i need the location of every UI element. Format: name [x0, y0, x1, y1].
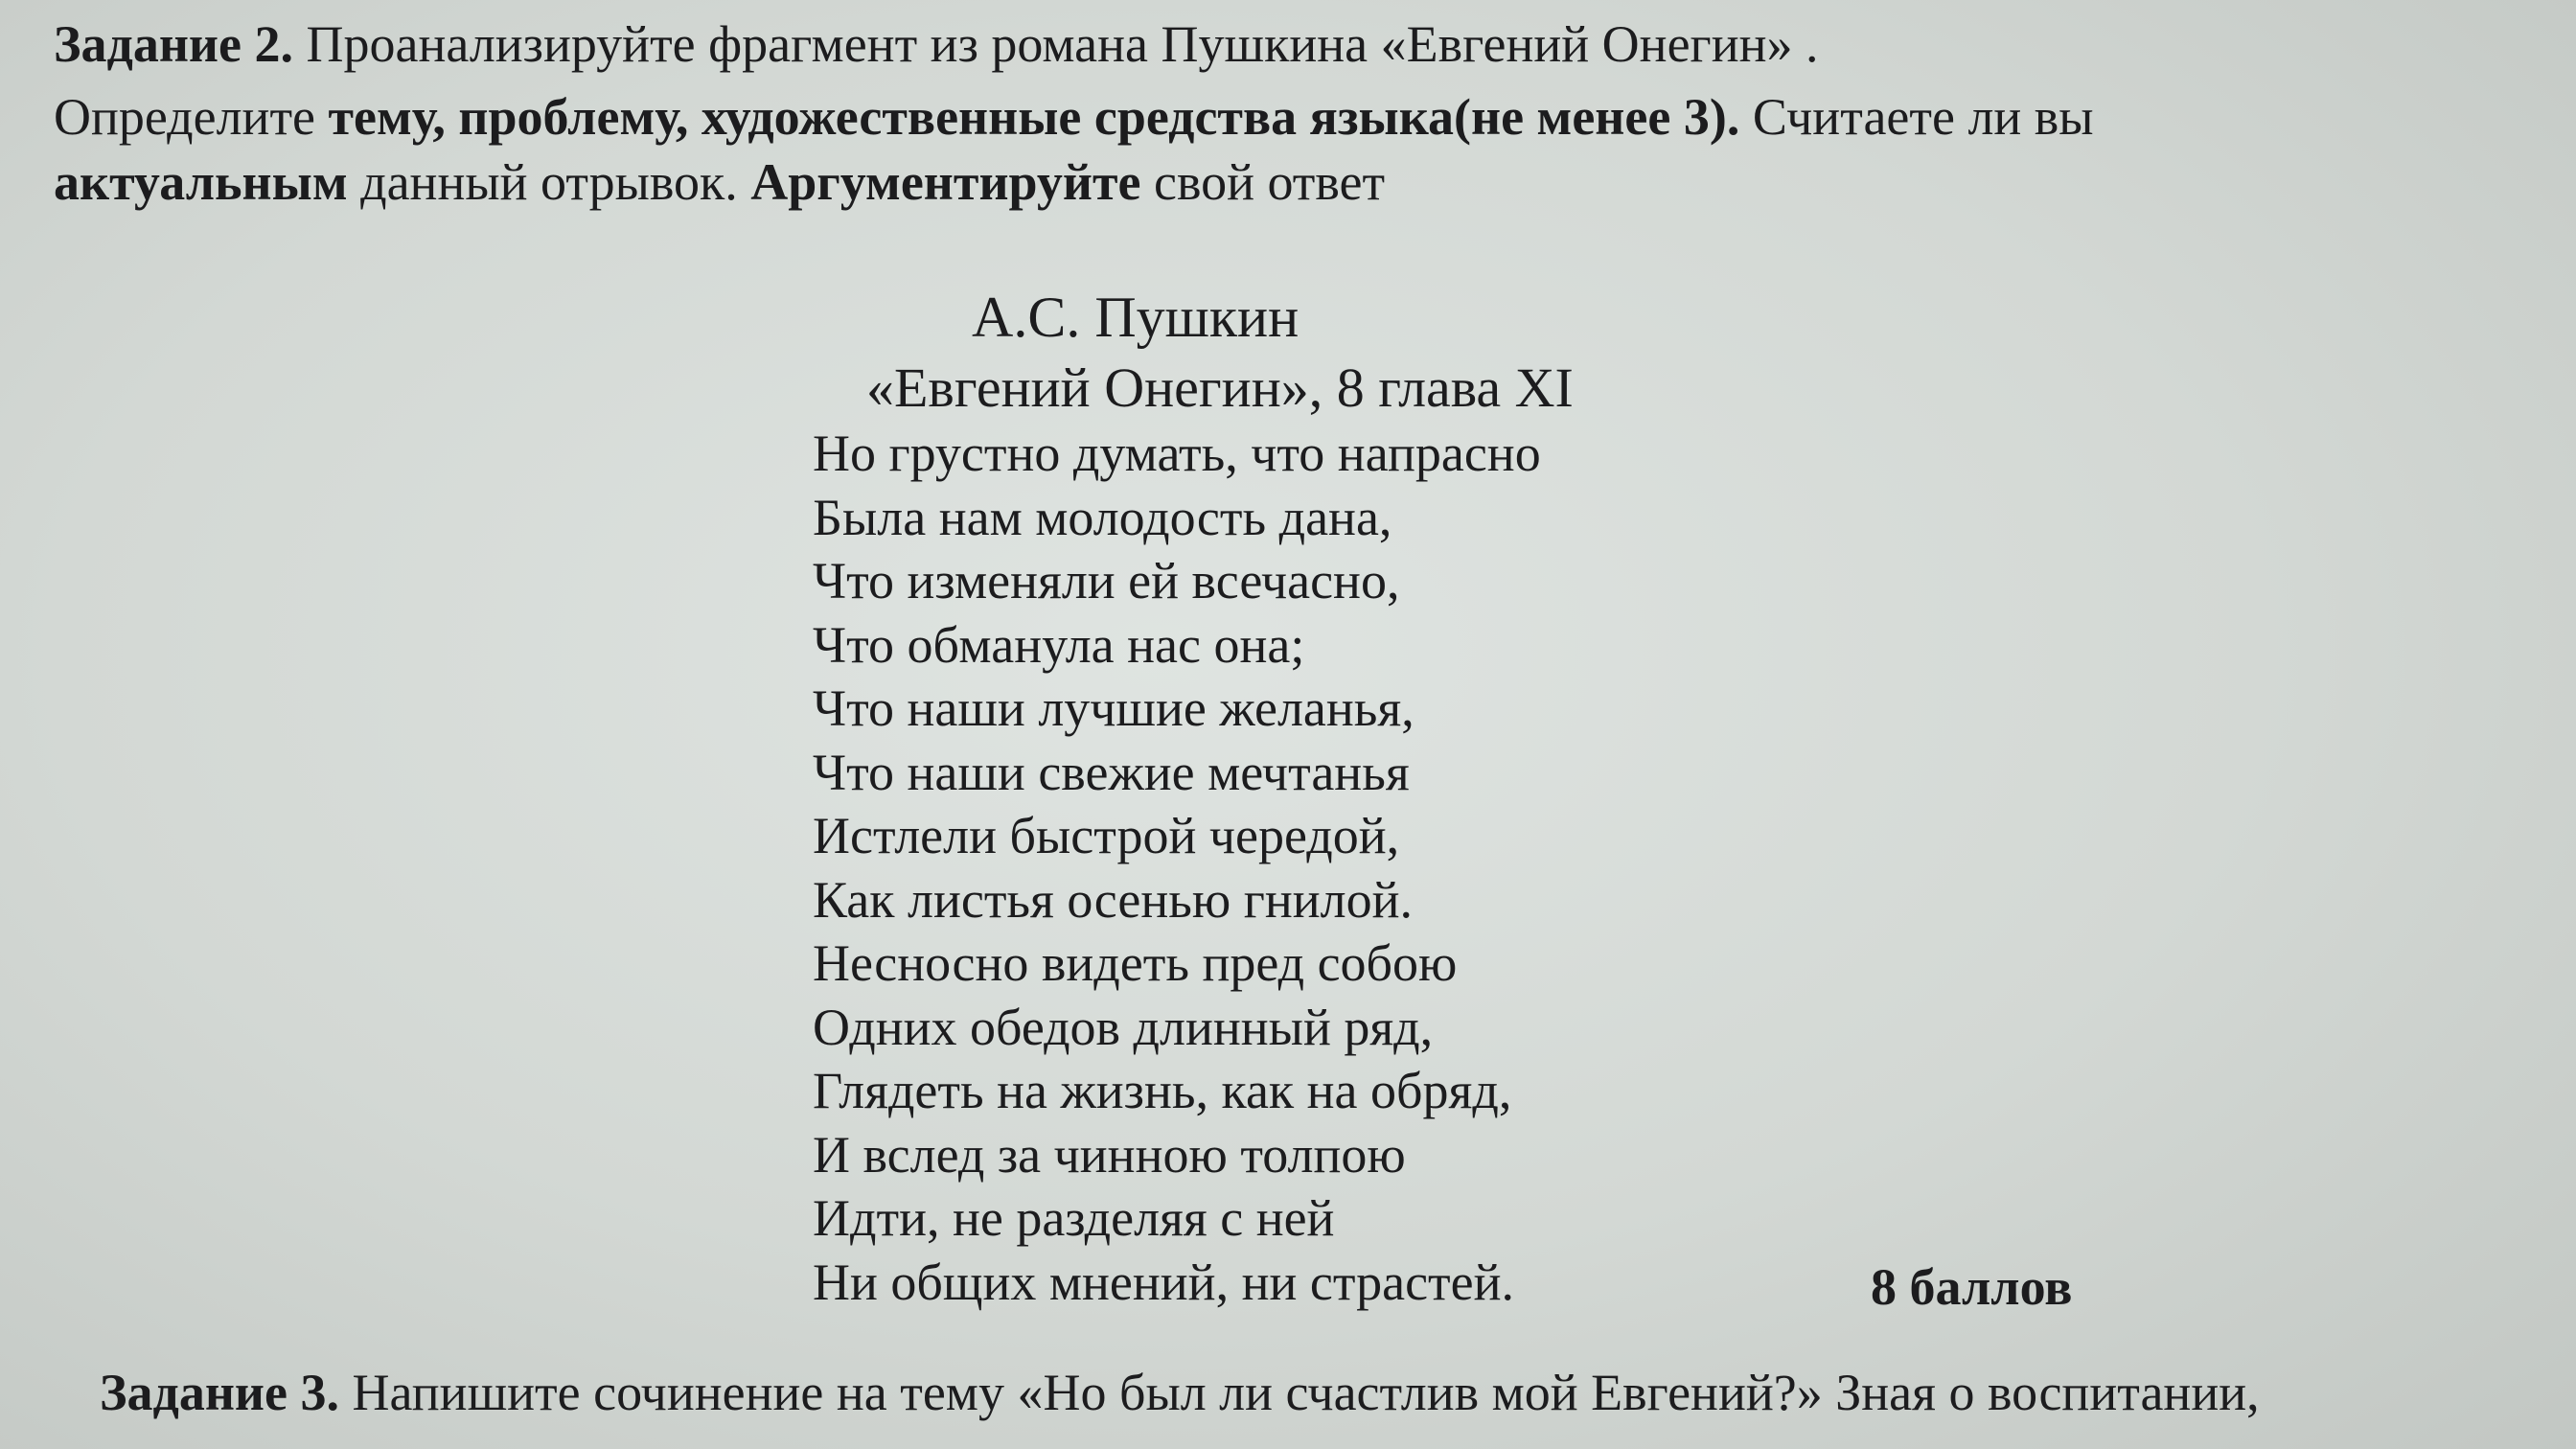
- poem-line: Глядеть на жизнь, как на обряд,: [813, 1062, 1512, 1119]
- poem-line: Несносно видеть пред собою: [813, 934, 1458, 992]
- poem-line: Одних обедов длинный ряд,: [813, 998, 1434, 1056]
- poem-line: Что наши свежие мечтанья: [813, 743, 1410, 801]
- poem-line: Что наши лучшие желанья,: [813, 679, 1414, 737]
- task3-instruction: Напишите сочинение на тему «Но был ли счастлив мой Евгений?» Зная о воспитании,: [339, 1364, 2260, 1421]
- poem-source: «Евгений Онегин», 8 глава XI: [866, 356, 1574, 419]
- poem-line: Как листья осенью гнилой.: [813, 870, 1413, 929]
- task2-heading: [54, 13, 1819, 75]
- task2-q-text1: данный отрывок.: [347, 153, 751, 211]
- task2-question: [54, 151, 1385, 213]
- poem-author: А.С. Пушкин: [972, 286, 1300, 349]
- poem-line: Что изменяли ей всечасно,: [813, 552, 1400, 610]
- poem-stanza: [813, 422, 1541, 1314]
- poem-line: И вслед за чинною толпою: [813, 1125, 1406, 1184]
- poem-line: Ни общих мнений, ни страстей.: [813, 1253, 1515, 1311]
- task2-q-text2: свой ответ: [1140, 153, 1386, 211]
- task2-label: Задание 2.: [54, 15, 294, 73]
- poem-line: Что обманула нас она;: [813, 615, 1305, 674]
- task3-heading: [100, 1361, 2260, 1424]
- task2-req-text2: Считаете ли вы: [1739, 88, 2094, 146]
- poem-line: Но грустно думать, что напрасно: [813, 425, 1541, 482]
- task2-req-bold: тему, проблему, художественные средства языка(не менее 3).: [328, 88, 1740, 146]
- task2-q-bold2: Аргументируйте: [750, 153, 1141, 211]
- poem-line: Идти, не разделяя с ней: [813, 1189, 1335, 1247]
- poem-line: Истлели быстрой чередой,: [813, 807, 1400, 864]
- task2-instruction: Проанализируйте фрагмент из романа Пушкина «Евгений Онегин» .: [293, 15, 1819, 73]
- task2-req-text1: Определите: [54, 88, 329, 146]
- task2-q-bold1: актуальным: [54, 153, 348, 211]
- score-label: 8 баллов: [1871, 1258, 2073, 1316]
- task2-requirements: [54, 86, 2094, 148]
- task3-label: Задание 3.: [100, 1364, 340, 1421]
- poem-line: Была нам молодость дана,: [813, 488, 1392, 546]
